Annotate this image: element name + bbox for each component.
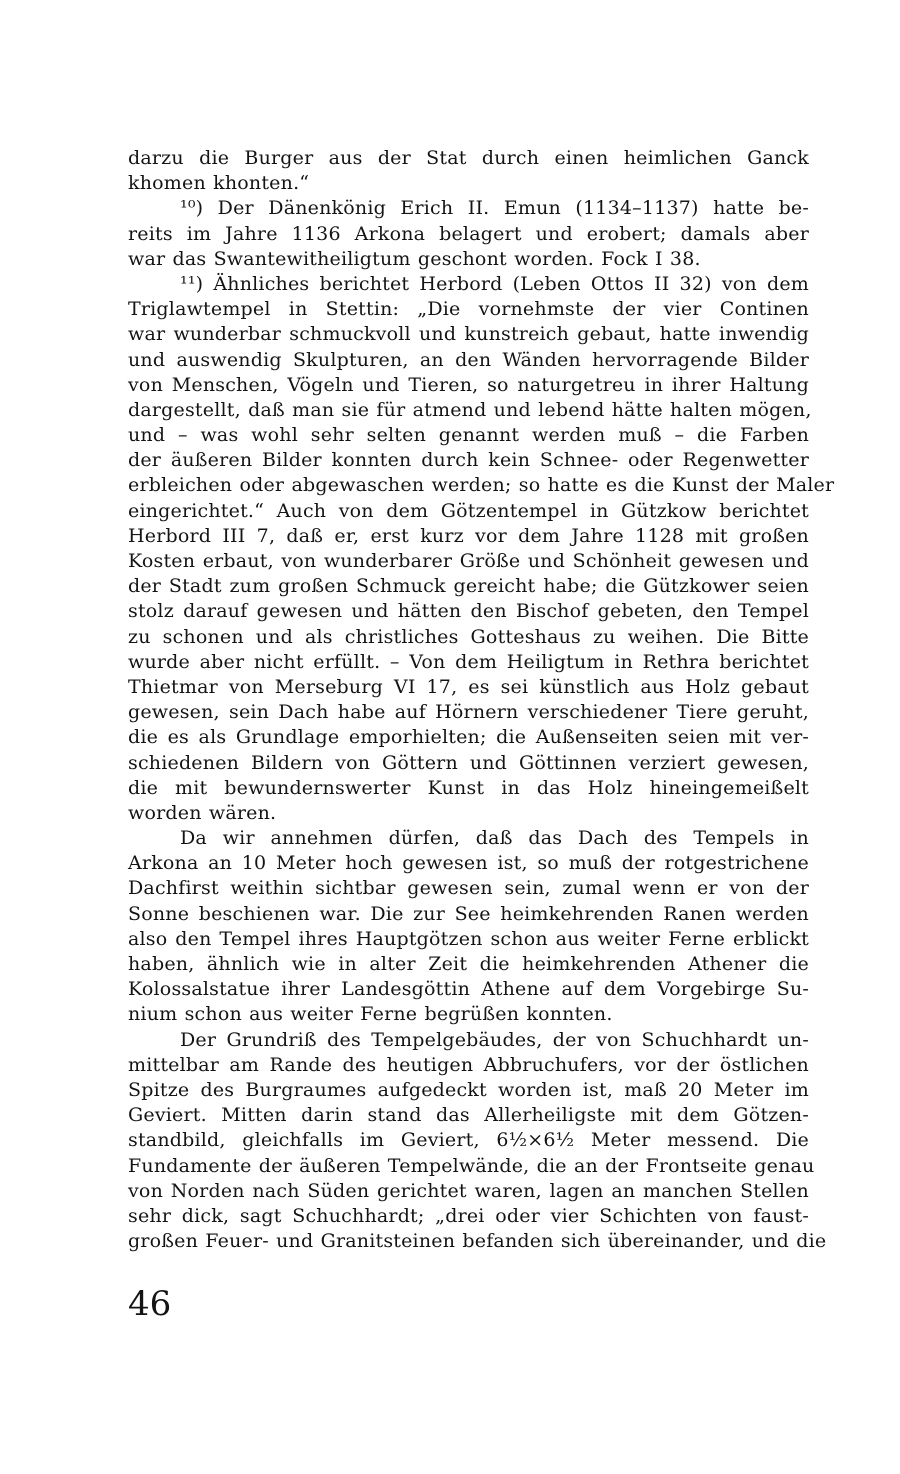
text-line: die es als Grundlage emporhielten; die Außenseiten seien mit ver- [128, 726, 809, 749]
text-line: haben, ähnlich wie in alter Zeit die heimkehrenden Athener die [128, 953, 809, 975]
text-line: wurde aber nicht erfüllt. – Von dem Heiligtum in Rethra berichtet [128, 650, 809, 673]
text-line: der äußeren Bilder konnten durch kein Schnee- oder Regenwetter [128, 449, 809, 472]
text-line: schiedenen Bildern von Göttern und Göttinnen verziert gewesen, [128, 751, 809, 774]
text-line: Kosten erbaut, von wunderbarer Größe und Schönheit gewesen und [128, 550, 809, 572]
text-line: erbleichen oder abgewaschen werden; so hatte es die Kunst der Maler [128, 474, 835, 497]
text-line: Spitze des Burgraumes aufgedeckt worden ist, maß 20 Meter im [128, 1078, 809, 1101]
text-line: von Norden nach Süden gerichtet waren, lagen an manchen Stellen [128, 1179, 809, 1202]
text-line: Der Grundriß des Tempelgebäudes, der von Schuchhardt un- [180, 1028, 809, 1051]
text-line: darzu die Burger aus der Stat durch einen heimlichen Ganck [128, 147, 809, 169]
text-line: stolz darauf gewesen und hätten den Bischof gebeten, den Tempel [128, 600, 809, 623]
text-line: der Stadt zum großen Schmuck gereicht habe; die Gützkower seien [128, 575, 809, 598]
text-line: Fundamente der äußeren Tempelwände, die an der Frontseite genau [128, 1154, 815, 1177]
text-line: Da wir annehmen dürfen, daß das Dach des Tempels in [180, 827, 809, 850]
text-line: sehr dick, sagt Schuchhardt; „drei oder vier Schichten von faust- [128, 1204, 809, 1227]
text-line: Thietmar von Merseburg VI 17, es sei künstlich aus Holz gebaut [128, 675, 809, 698]
text-line: und – was wohl sehr selten genannt werden muß – die Farben [128, 424, 809, 447]
text-line: Geviert. Mitten darin stand das Allerheiligste mit dem Götzen- [128, 1104, 809, 1127]
text-line: Sonne beschienen war. Die zur See heimkehrenden Ranen werden [128, 902, 809, 925]
text-line: war das Swantewitheiligtum geschont worden. Fock I 38. [128, 247, 701, 270]
text-line: reits im Jahre 1136 Arkona belagert und erobert; damals aber [128, 222, 809, 245]
text-line: eingerichtet.“ Auch von dem Götzentempel in Gützkow berichtet [128, 499, 809, 522]
text-line: ¹⁰) Der Dänenkönig Erich II. Emun (1134–1137) hatte be- [180, 197, 809, 220]
text-line: ¹¹) Ähnliches berichtet Herbord (Leben Ottos II 32) von dem [180, 272, 809, 295]
text-line: die mit bewundernswerter Kunst in das Holz hineingemeißelt [128, 776, 809, 799]
text-line: zu schonen und als christliches Gotteshaus zu weihen. Die Bitte [128, 625, 809, 648]
text-line: standbild, gleichfalls im Geviert, 6½×6½ Meter messend. Die [128, 1129, 809, 1152]
text-line: war wunderbar schmuckvoll und kunstreich gebaut, hatte inwendig [128, 323, 809, 346]
text-line: gewesen, sein Dach habe auf Hörnern verschiedener Tiere geruht, [128, 701, 809, 724]
text-line: Triglawtempel in Stettin: „Die vornehmste der vier Continen [128, 298, 809, 321]
text-line: Dachfirst weithin sichtbar gewesen sein, zumal wenn er von der [128, 877, 809, 900]
page-number: 46 [128, 1284, 172, 1324]
text-line: dargestellt, daß man sie für atmend und lebend hätte halten mögen, [128, 398, 812, 421]
text-line: Arkona an 10 Meter hoch gewesen ist, so muß der rotgestrichene [128, 852, 809, 875]
text-line: worden wären. [128, 801, 277, 824]
text-line: nium schon aus weiter Ferne begrüßen konnten. [128, 1003, 613, 1026]
body-text [128, 146, 835, 1254]
text-line: Herbord III 7, daß er, erst kurz vor dem Jahre 1128 mit großen [128, 524, 809, 547]
text-line: großen Feuer- und Granitsteinen befanden sich übereinander, und die [128, 1230, 827, 1253]
text-line: von Menschen, Vögeln und Tieren, so naturgetreu in ihrer Haltung [128, 373, 809, 396]
text-line: also den Tempel ihres Hauptgötzen schon aus weiter Ferne erblickt [128, 927, 809, 950]
text-line: Kolossalstatue ihrer Landesgöttin Athene auf dem Vorgebirge Su- [128, 978, 809, 1001]
text-line: und auswendig Skulpturen, an den Wänden hervorragende Bilder [128, 348, 809, 371]
text-line: khomen khonten.“ [128, 172, 310, 195]
text-line: mittelbar am Rande des heutigen Abbruchufers, vor der östlichen [128, 1053, 809, 1076]
